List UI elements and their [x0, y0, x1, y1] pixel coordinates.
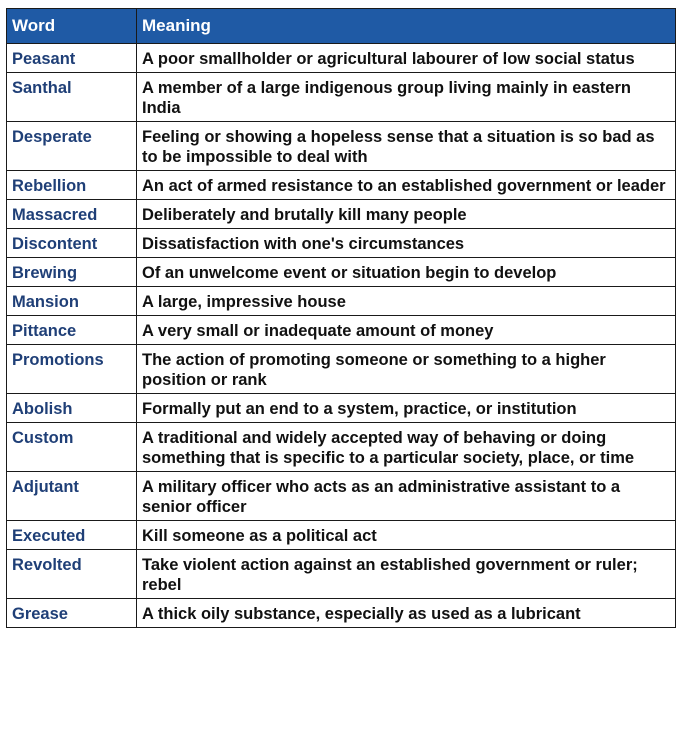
table-row [7, 44, 676, 73]
word-cell: Mansion [7, 287, 137, 316]
meaning-cell: Dissatisfaction with one's circumstances [137, 229, 676, 258]
word-cell: Adjutant [7, 472, 137, 521]
word-cell: Executed [7, 521, 137, 550]
table-body [7, 44, 676, 628]
meaning-cell: A member of a large indigenous group living mainly in eastern India [137, 73, 676, 122]
word-cell: Grease [7, 599, 137, 628]
table-row [7, 521, 676, 550]
meaning-cell: A military officer who acts as an administrative assistant to a senior officer [137, 472, 676, 521]
meaning-cell: A large, impressive house [137, 287, 676, 316]
meaning-cell: A poor smallholder or agricultural labourer of low social status [137, 44, 676, 73]
word-column-header: Word [7, 9, 137, 44]
word-cell: Peasant [7, 44, 137, 73]
word-cell: Brewing [7, 258, 137, 287]
word-cell: Santhal [7, 73, 137, 122]
table-row [7, 316, 676, 345]
table-row [7, 550, 676, 599]
table-row [7, 200, 676, 229]
table-row [7, 599, 676, 628]
table-row [7, 73, 676, 122]
table-row [7, 258, 676, 287]
table-header-row [7, 9, 676, 44]
meaning-cell: A thick oily substance, especially as used as a lubricant [137, 599, 676, 628]
word-cell: Desperate [7, 122, 137, 171]
meaning-cell: Take violent action against an established government or ruler; rebel [137, 550, 676, 599]
word-cell: Massacred [7, 200, 137, 229]
table-row [7, 122, 676, 171]
meaning-column-header: Meaning [137, 9, 676, 44]
word-cell: Promotions [7, 345, 137, 394]
word-cell: Abolish [7, 394, 137, 423]
meaning-cell: Formally put an end to a system, practice, or institution [137, 394, 676, 423]
meaning-cell: A traditional and widely accepted way of behaving or doing something that is specific to a particular society, place, or time [137, 423, 676, 472]
meaning-cell: An act of armed resistance to an established government or leader [137, 171, 676, 200]
word-cell: Custom [7, 423, 137, 472]
table-row [7, 472, 676, 521]
word-cell: Revolted [7, 550, 137, 599]
table-row [7, 423, 676, 472]
table-row [7, 394, 676, 423]
meaning-cell: The action of promoting someone or something to a higher position or rank [137, 345, 676, 394]
table-row [7, 229, 676, 258]
meaning-cell: A very small or inadequate amount of money [137, 316, 676, 345]
vocabulary-table [6, 8, 676, 628]
word-cell: Pittance [7, 316, 137, 345]
meaning-cell: Of an unwelcome event or situation begin to develop [137, 258, 676, 287]
meaning-cell: Kill someone as a political act [137, 521, 676, 550]
word-cell: Rebellion [7, 171, 137, 200]
table-row [7, 287, 676, 316]
table-row [7, 171, 676, 200]
meaning-cell: Feeling or showing a hopeless sense that a situation is so bad as to be impossible to deal with [137, 122, 676, 171]
meaning-cell: Deliberately and brutally kill many people [137, 200, 676, 229]
word-cell: Discontent [7, 229, 137, 258]
table-row [7, 345, 676, 394]
